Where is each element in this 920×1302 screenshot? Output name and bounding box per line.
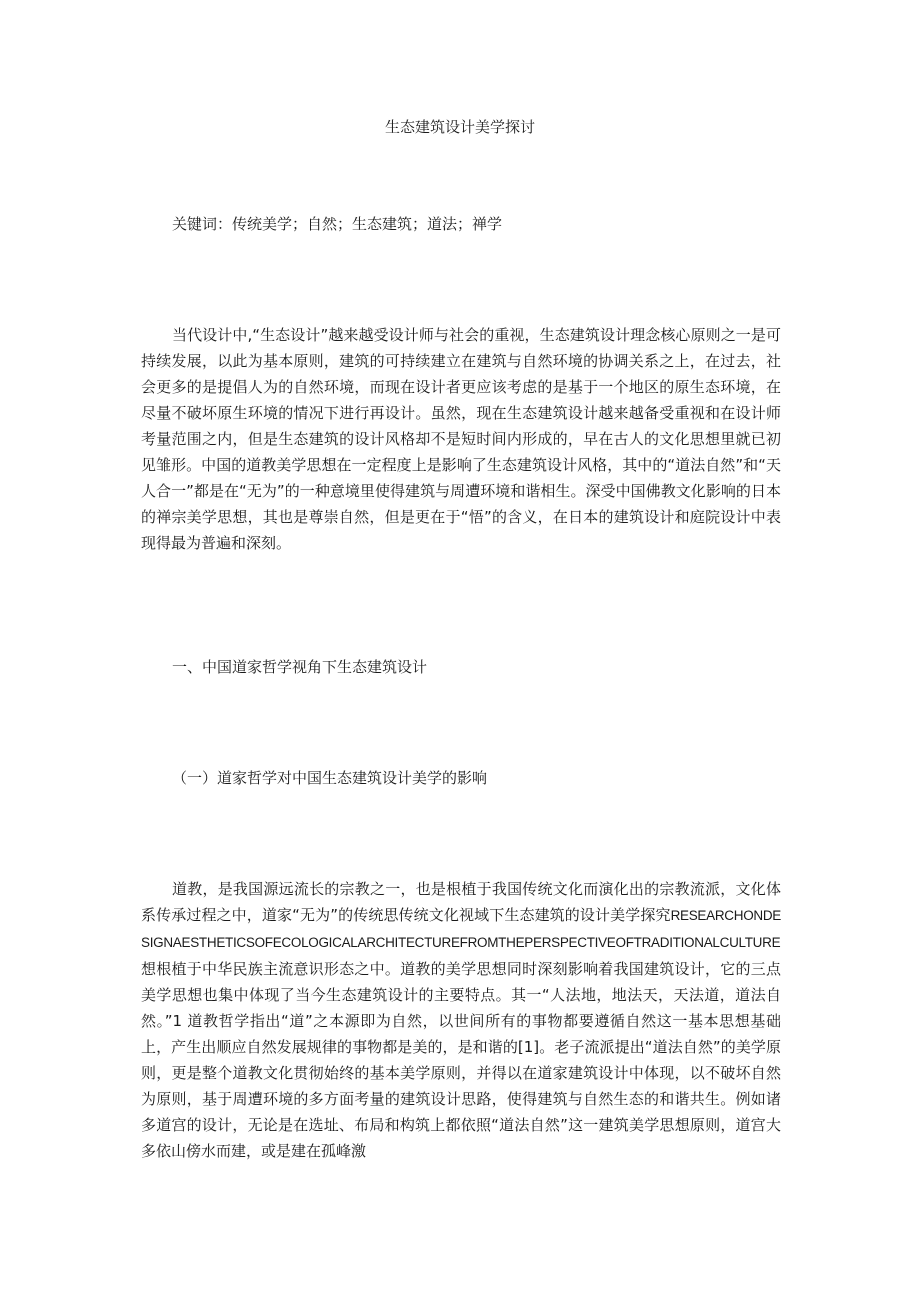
- intro-paragraph: 当代设计中,“生态设计”越来越受设计师与社会的重视，生态建筑设计理念核心原则之一是可持续发展，以此为基本原则，建筑的可持续建立在建筑与自然环境的协调关系之上，在过去，社会更多的是提倡人为的自然环境，而现在设计者更应该考虑的是基于一个地区的原生态环境，在尽量不破坏原生环境的情况下进行再设计。虽然，现在生态建筑设计越来越备受重视和在设计师考量范围之内，但是生态建筑的设计风格却不是短时间内形成的，早在古人的文化思想里就已初见雏形。中国的道教美学思想在一定程度上是影响了生态建筑设计风格，其中的“道法自然”和“天人合一”都是在“无为”的一种意境里使得建筑与周遭环境和谐相生。深受中国佛教文化影响的日本的禅宗美学思想，其也是尊崇自然，但是更在于“悟”的含义，在日本的建筑设计和庭院设计中表现得最为普遍和深刻。: [141, 326, 781, 552]
- keywords-line: 关键词：传统美学；自然；生态建筑；道法；禅学: [172, 215, 503, 233]
- section-heading-1: 一、中国道家哲学视角下生态建筑设计: [172, 658, 428, 676]
- document-title: 生态建筑设计美学探讨: [384, 118, 535, 136]
- body-paragraph-text-b: 想根植于中华民族主流意识形态之中。道教的美学思想同时深刻影响着我国建筑设计，它的三点美学思想也集中体现了当今生态建筑设计的主要特点。其一“人法地，地法天，天法道，道法自然。”1 道教哲学指出“道”之本源即为自然，以世间所有的事物都要遵循自然这一基本思想基础上，产生出顺应自然发展规律的事物都是美的，是和谐的[1]。老子流派提出“道法自然”的美学原则，更是整个道教文化贯彻始终的基本美学原则，并得以在道家建筑设计中体现，以不破坏自然为原则，基于周遭环境的多方面考量的建筑设计思路，使得建筑与自然生态的和谐共生。例如诸多道宫的设计，无论是在选址、布局和构筑上都依照“道法自然”这一建筑美学思想原则，道宫大多依山傍水而建，或是建在孤峰激: [141, 960, 781, 1160]
- body-paragraph: [141, 876, 781, 1164]
- subsection-heading-1: （一）道家哲学对中国生态建筑设计美学的影响: [172, 769, 488, 787]
- body-paragraph-english-title: RESEARCHONDESIGNAESTHETICSOFECOLOGICALARCHITECTUREFROMTHEPERSPECTIVEOFTRADITIONALCULTURE: [141, 908, 781, 950]
- body-paragraph-text-a: 道教，是我国源远流长的宗教之一，也是根植于我国传统文化而演化出的宗教流派，文化体系传承过程之中，道家“无为”的传统思传统文化视域下生态建筑的设计美学探究: [141, 880, 781, 924]
